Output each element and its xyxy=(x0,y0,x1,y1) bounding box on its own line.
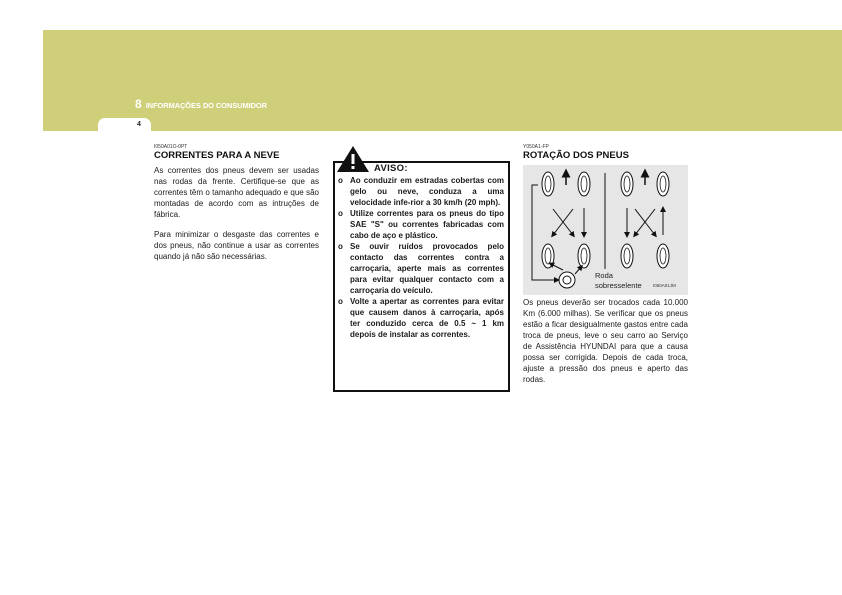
page-number: 4 xyxy=(137,121,141,128)
warning-item: o Ao conduzir em estradas cobertas com gelo ou neve, conduza a uma velocidade infe-rior a 30 km/h (20 mph). xyxy=(338,175,504,208)
section-title: ROTAÇÃO DOS PNEUS xyxy=(523,150,629,161)
chapter-number: 8 xyxy=(135,97,142,111)
section-code: I050A01O-0PT xyxy=(154,144,188,150)
paragraph: Os pneus deverão ser trocados cada 10.000 Km (6.000 milhas). Se verificar que os pneus estão a ficar desigualmente gastos entre cada troca de pneus, leve o seu carro ao Serviço de Assistência HYUNDAI para que a causa possa ser corrigida. Depois de cada troca, ajuste a pressão dos pneus e aperto das rodas. xyxy=(523,298,688,385)
snow-chains-section xyxy=(154,145,319,271)
chapter-heading xyxy=(135,97,267,111)
figure-code: I050A01JM xyxy=(653,283,676,289)
spare-label-line1: Roda xyxy=(595,271,613,281)
warning-item: o Utilize correntes para os pneus do tipo SAE "S" ou correntes fabricadas com cabo de aço e plástico. xyxy=(338,208,504,241)
page-number-tab xyxy=(98,118,151,132)
tire-rotation-section xyxy=(523,145,688,394)
warning-triangle-icon xyxy=(336,145,370,173)
tire-rotation-figure xyxy=(523,165,688,295)
warning-title: AVISO: xyxy=(374,163,408,174)
spare-wheel-label xyxy=(595,271,642,291)
warning-item: o Volte a apertar as correntes para evitar que causem danos à carroçaria, após ter conduzido cerca de 0.5 ~ 1 km depois de instalar as correntes. xyxy=(338,296,504,340)
warning-list xyxy=(338,175,504,340)
paragraph: Para minimizar o desgaste das correntes e dos pneus, não continue a usar as correntes quando já não são necessárias. xyxy=(154,230,319,262)
chapter-title: INFORMAÇÕES DO CONSUMIDOR xyxy=(145,101,267,110)
header-band xyxy=(43,30,842,131)
section-title: CORRENTES PARA A NEVE xyxy=(154,150,280,161)
warning-item: o Se ouvir ruídos provocados pelo contacto das correntes contra a carroçaria, aperte mais as correntes para evitar qualquer contacto com a carroçaria do veículo. xyxy=(338,241,504,296)
paragraph: As correntes dos pneus devem ser usadas nas rodas da frente. Certifique-se que as correntes têm o tamanho adequado e que são montadas de acordo com as intruções de fábrica. xyxy=(154,166,319,220)
section-code: Y050A1-FP xyxy=(523,144,549,150)
spare-label-line2: sobresselente xyxy=(595,281,642,291)
